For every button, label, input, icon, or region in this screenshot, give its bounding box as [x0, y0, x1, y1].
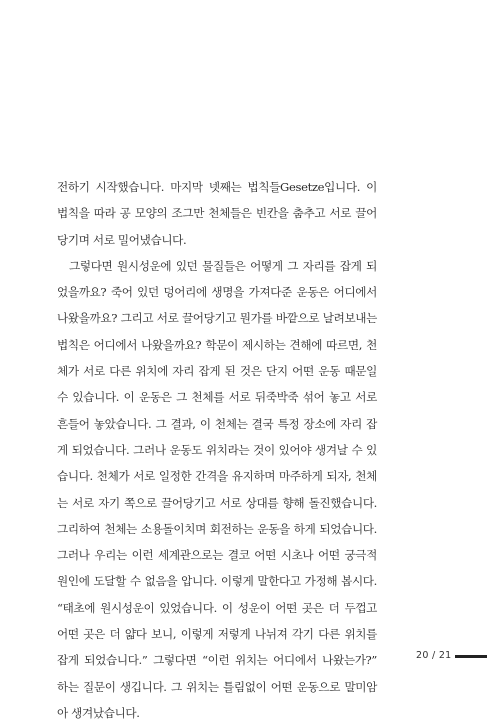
- body-text: [57, 174, 377, 726]
- page-number: 20 / 21: [416, 650, 452, 661]
- paragraph-1: 전하기 시작했습니다. 마지막 넷째는 법칙들Gesetze입니다. 이 법칙을 따라 공 모양의 조그만 천체들은 빈칸을 춤추고 서로 끌어당기며 서로 밀어냈습니다.: [57, 180, 377, 247]
- paragraph-2: 그렇다면 원시성운에 있던 물질들은 어떻게 그 자리를 잡게 되었을까요? 죽어 있던 덩어리에 생명을 가져다준 운동은 어디에서 나왔을까요? 그리고 서로 끌어당기고 뭔가를 바깥으로 날려보내는 법칙은 어디에서 나왔을까요? 학문이 제시하는 견해에 따르면, 천체가 서로 다른 위치에 자리 잡게 된 것은 단지 어떤 운동 때문일 수 있습니다. 이 운동은 그 천체를 서로 뒤죽박죽 섞어 놓고 서로 흔들어 놓았습니다. 그 결과, 이 천체는 결국 특정 장소에 자리 잡게 되었습니다. 그러나 운동도 위치라는 것이 있어야 생겨날 수 있습니다. 천체가 서로 일정한 간격을 유지하며 마주하게 되자, 천체는 서로 자기 쪽으로 끌어당기고 서로 상대를 향해 돌진했습니다. 그리하여 천체는 소용돌이치며 회전하는 운동을 하게 되었습니다. 그러나 우리는 이런 세계관으로는 결코 어떤 시초나 어떤 궁극적 원인에 도달할 수 없음을 압니다. 이렇게 말한다고 가정해 봅시다. “태초에 원시성운이 있었습니다. 이 성운이 어떤 곳은 더 두껍고 어떤 곳은 더 얇다 보니, 이렇게 저렇게 나뉘져 각기 다른 위치를 잡게 되었습니다.” 그렇다면 “이런 위치는 어디에서 나왔는가?” 하는 질문이 생깁니다. 그 위치는 틀림없이 어떤 운동으로 말미암아 생겨났습니다.: [57, 258, 377, 720]
- page-indicator-bar: [455, 655, 487, 658]
